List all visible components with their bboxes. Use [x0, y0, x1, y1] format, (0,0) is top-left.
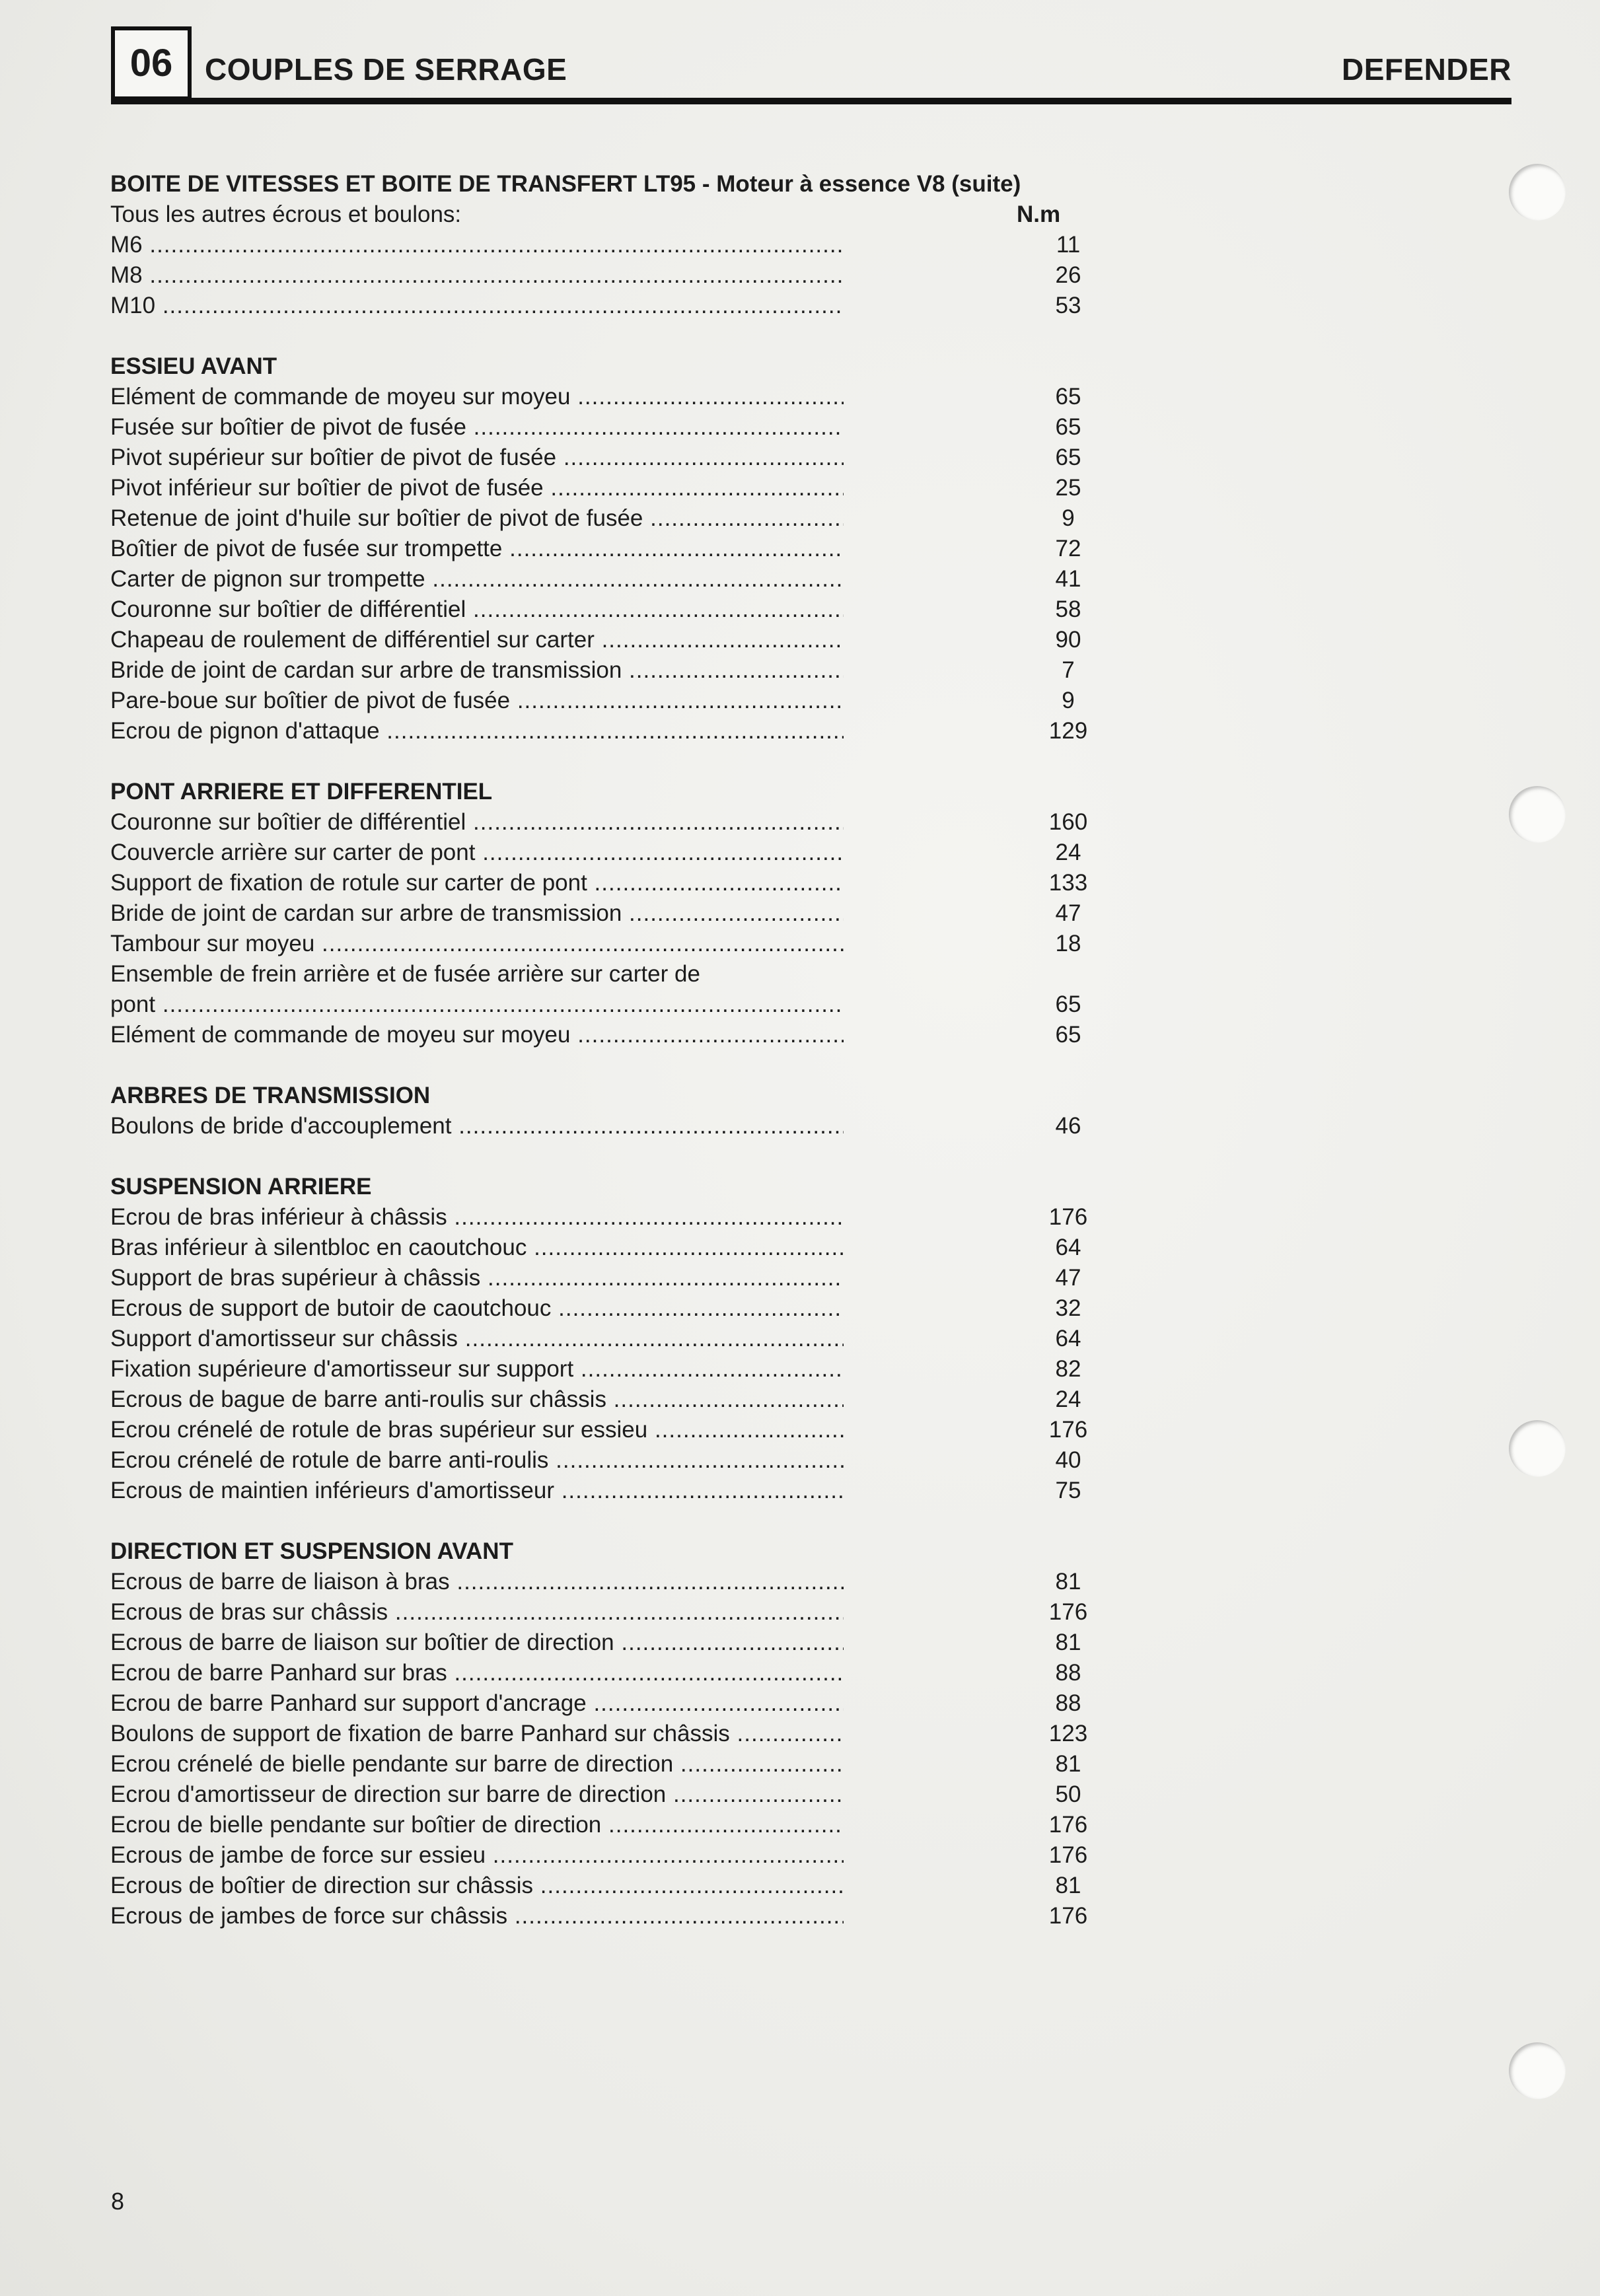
table-row: [110, 1871, 1081, 1901]
torque-section: [110, 1536, 1088, 1931]
table-row: [110, 807, 1088, 838]
table-row: [110, 838, 1081, 868]
chapter-title: COUPLES DE SERRAGE: [205, 52, 567, 87]
torque-value: 81: [1055, 1569, 1081, 1595]
row-label: Ecrous de barre de liaison sur boîtier de direction .....: [110, 1628, 844, 1658]
torque-value: 65: [1055, 1022, 1081, 1048]
table-row: [110, 959, 1081, 1020]
row-label: pont .....: [110, 989, 844, 1020]
table-row: [110, 1597, 1088, 1628]
row-label: M10 .....: [110, 291, 844, 321]
row-label: Ecrous de jambes de force sur châssis .....: [110, 1901, 844, 1931]
torque-value: 58: [1055, 596, 1081, 622]
torque-value: 81: [1055, 1873, 1081, 1898]
torque-value: 90: [1055, 627, 1081, 653]
table-row: [110, 291, 1081, 321]
row-label: Ecrou de bras inférieur à châssis .....: [110, 1202, 844, 1233]
table-row: [110, 929, 1081, 959]
row-label: Boîtier de pivot de fusée sur trompette .....: [110, 534, 844, 564]
row-label: Bride de joint de cardan sur arbre de transmission .....: [110, 655, 844, 686]
torque-value: 176: [1048, 1417, 1088, 1443]
torque-value: 160: [1048, 809, 1088, 835]
row-label: Fusée sur boîtier de pivot de fusée .....: [110, 412, 844, 443]
table-row: [110, 1658, 1081, 1688]
torque-value: 9: [1062, 505, 1075, 531]
section-subhead: [110, 199, 1062, 230]
table-row: [110, 412, 1081, 443]
section-title: PONT ARRIERE ET DIFFERENTIEL: [110, 779, 493, 805]
torque-value: 25: [1055, 475, 1081, 501]
table-row: [110, 1202, 1088, 1233]
torque-value: 176: [1048, 1812, 1088, 1838]
row-label: Couronne sur boîtier de différentiel .....: [110, 807, 844, 838]
row-label: Ecrou de pignon d'attaque .....: [110, 716, 844, 746]
torque-section: [110, 351, 1088, 746]
torque-value: 9: [1062, 688, 1075, 713]
torque-value: 64: [1055, 1235, 1081, 1260]
chapter-number: 06: [111, 26, 192, 100]
table-row: [110, 564, 1081, 594]
row-label: Boulons de support de fixation de barre Panhard sur châssis .....: [110, 1719, 844, 1749]
table-row: [110, 625, 1081, 655]
row-label: Ecrous de barre de liaison à bras .....: [110, 1567, 844, 1597]
binder-hole: [1509, 1420, 1566, 1477]
subhead-label: Tous les autres écrous et boulons:: [110, 201, 462, 227]
torque-value: 64: [1055, 1326, 1081, 1351]
table-row: [110, 1354, 1081, 1384]
table-row: [110, 1476, 1081, 1506]
torque-value: 65: [1055, 414, 1081, 440]
row-label: Ecrous de bague de barre anti-roulis sur châssis .....: [110, 1384, 844, 1415]
table-row: [110, 1628, 1081, 1658]
torque-value: 176: [1048, 1204, 1088, 1230]
row-label: M6 .....: [110, 230, 844, 260]
section-title: SUSPENSION ARRIERE: [110, 1174, 372, 1200]
torque-section: [110, 1081, 1081, 1141]
table-row: [110, 1445, 1081, 1476]
row-label: Ecrou d'amortisseur de direction sur barre de direction .....: [110, 1779, 844, 1810]
torque-value: 75: [1055, 1478, 1081, 1503]
table-row: [110, 655, 1075, 686]
table-row: [110, 1263, 1081, 1293]
torque-value: 26: [1055, 262, 1081, 288]
binder-hole: [1509, 786, 1566, 843]
torque-value: 88: [1055, 1660, 1081, 1686]
binder-hole: [1509, 2042, 1566, 2099]
table-row: [110, 1233, 1081, 1263]
row-label: Ecrous de boîtier de direction sur châssis .....: [110, 1871, 844, 1901]
unit-header: N.m: [1016, 201, 1061, 227]
torque-section: [110, 169, 1081, 321]
torque-value: 81: [1055, 1751, 1081, 1777]
table-row: [110, 1567, 1081, 1597]
table-row: [110, 1719, 1088, 1749]
table-row: [110, 230, 1081, 260]
row-label: Couronne sur boîtier de différentiel .....: [110, 594, 844, 625]
torque-value: 11: [1056, 232, 1081, 258]
torque-value: 65: [1055, 991, 1081, 1017]
table-row: [110, 260, 1081, 291]
row-label: Support d'amortisseur sur châssis .....: [110, 1324, 844, 1354]
row-label: Chapeau de roulement de différentiel sur carter .....: [110, 625, 844, 655]
page-number: 8: [111, 2188, 125, 2215]
table-row: [110, 1111, 1081, 1141]
table-row: [110, 1415, 1088, 1445]
table-row: [110, 898, 1081, 929]
table-row: [110, 503, 1075, 534]
row-label: Support de bras supérieur à châssis .....: [110, 1263, 844, 1293]
row-label: Bride de joint de cardan sur arbre de transmission .....: [110, 898, 844, 929]
torque-value: 88: [1055, 1690, 1081, 1716]
torque-table: [110, 169, 1088, 1931]
torque-section: [110, 1172, 1088, 1506]
torque-value: 176: [1048, 1903, 1088, 1929]
row-label: Pivot supérieur sur boîtier de pivot de fusée .....: [110, 443, 844, 473]
table-row: [110, 1779, 1081, 1810]
row-label: Tambour sur moyeu .....: [110, 929, 844, 959]
section-title: BOITE DE VITESSES ET BOITE DE TRANSFERT LT95 - Moteur à essence V8 (suite): [110, 171, 1021, 197]
row-label: Ecrous de bras sur châssis .....: [110, 1597, 844, 1628]
table-row: [110, 1688, 1081, 1719]
table-row: [110, 1901, 1088, 1931]
torque-value: 65: [1055, 384, 1081, 410]
table-row: [110, 382, 1081, 412]
torque-value: 24: [1055, 1386, 1081, 1412]
row-label: Ecrous de maintien inférieurs d'amortisseur .....: [110, 1476, 844, 1506]
row-label: Boulons de bride d'accouplement .....: [110, 1111, 844, 1141]
torque-value: 81: [1055, 1630, 1081, 1655]
row-label: Ecrous de support de butoir de caoutchouc .....: [110, 1293, 844, 1324]
torque-value: 72: [1055, 536, 1081, 561]
table-row: [110, 686, 1075, 716]
torque-value: 65: [1055, 445, 1081, 470]
table-row: [110, 1749, 1081, 1779]
binder-hole: [1509, 164, 1566, 221]
row-label: Pivot inférieur sur boîtier de pivot de fusée .....: [110, 473, 844, 503]
torque-value: 53: [1055, 293, 1081, 318]
table-row: [110, 1384, 1081, 1415]
row-label-line: Ensemble de frein arrière et de fusée arrière sur carter de: [110, 961, 700, 987]
row-label: Bras inférieur à silentbloc en caoutchouc .....: [110, 1233, 844, 1263]
row-label: Ecrou crénelé de bielle pendante sur barre de direction .....: [110, 1749, 844, 1779]
table-row: [110, 716, 1088, 746]
section-title: ESSIEU AVANT: [110, 353, 277, 379]
torque-value: 176: [1048, 1842, 1088, 1868]
torque-value: 129: [1048, 718, 1088, 744]
section-title: DIRECTION ET SUSPENSION AVANT: [110, 1538, 513, 1564]
row-label: Ecrous de jambe de force sur essieu .....: [110, 1840, 844, 1871]
torque-value: 47: [1055, 900, 1081, 926]
header-rule: [111, 98, 1511, 104]
torque-value: 18: [1055, 931, 1081, 956]
table-row: [110, 1324, 1081, 1354]
torque-value: 50: [1055, 1781, 1081, 1807]
row-label: Couvercle arrière sur carter de pont .....: [110, 838, 844, 868]
row-label: Support de fixation de rotule sur carter de pont .....: [110, 868, 844, 898]
row-label: M8 .....: [110, 260, 844, 291]
torque-value: 47: [1055, 1265, 1081, 1291]
table-row: [110, 534, 1081, 564]
table-row: [110, 1810, 1088, 1840]
torque-value: 123: [1048, 1721, 1088, 1746]
row-label: Ecrou de bielle pendante sur boîtier de direction .....: [110, 1810, 844, 1840]
table-row: [110, 868, 1088, 898]
torque-value: 82: [1055, 1356, 1081, 1382]
torque-value: 32: [1055, 1295, 1081, 1321]
page-header: [111, 26, 1511, 104]
table-row: [110, 1020, 1081, 1050]
brand-name: DEFENDER: [1341, 52, 1511, 87]
row-label: Pare-boue sur boîtier de pivot de fusée .....: [110, 686, 844, 716]
row-label: Elément de commande de moyeu sur moyeu .....: [110, 1020, 844, 1050]
table-row: [110, 473, 1081, 503]
torque-value: 24: [1055, 840, 1081, 865]
row-label: Carter de pignon sur trompette .....: [110, 564, 844, 594]
torque-value: 40: [1055, 1447, 1081, 1473]
torque-value: 41: [1055, 566, 1081, 592]
torque-value: 46: [1055, 1113, 1081, 1139]
row-label: Ecrou crénelé de rotule de barre anti-roulis .....: [110, 1445, 844, 1476]
row-label: Ecrou crénelé de rotule de bras supérieur sur essieu .....: [110, 1415, 844, 1445]
table-row: [110, 443, 1081, 473]
row-label: Elément de commande de moyeu sur moyeu .....: [110, 382, 844, 412]
torque-section: [110, 777, 1088, 1050]
table-row: [110, 1840, 1088, 1871]
torque-value: 133: [1048, 870, 1088, 896]
section-title: ARBRES DE TRANSMISSION: [110, 1083, 431, 1108]
row-label: Ecrou de barre Panhard sur bras .....: [110, 1658, 844, 1688]
torque-value: 7: [1062, 657, 1075, 683]
row-label: Fixation supérieure d'amortisseur sur support .....: [110, 1354, 844, 1384]
row-label: Ecrou de barre Panhard sur support d'ancrage .....: [110, 1688, 844, 1719]
row-label: Retenue de joint d'huile sur boîtier de pivot de fusée .....: [110, 503, 844, 534]
table-row: [110, 1293, 1081, 1324]
table-row: [110, 594, 1081, 625]
torque-value: 176: [1048, 1599, 1088, 1625]
